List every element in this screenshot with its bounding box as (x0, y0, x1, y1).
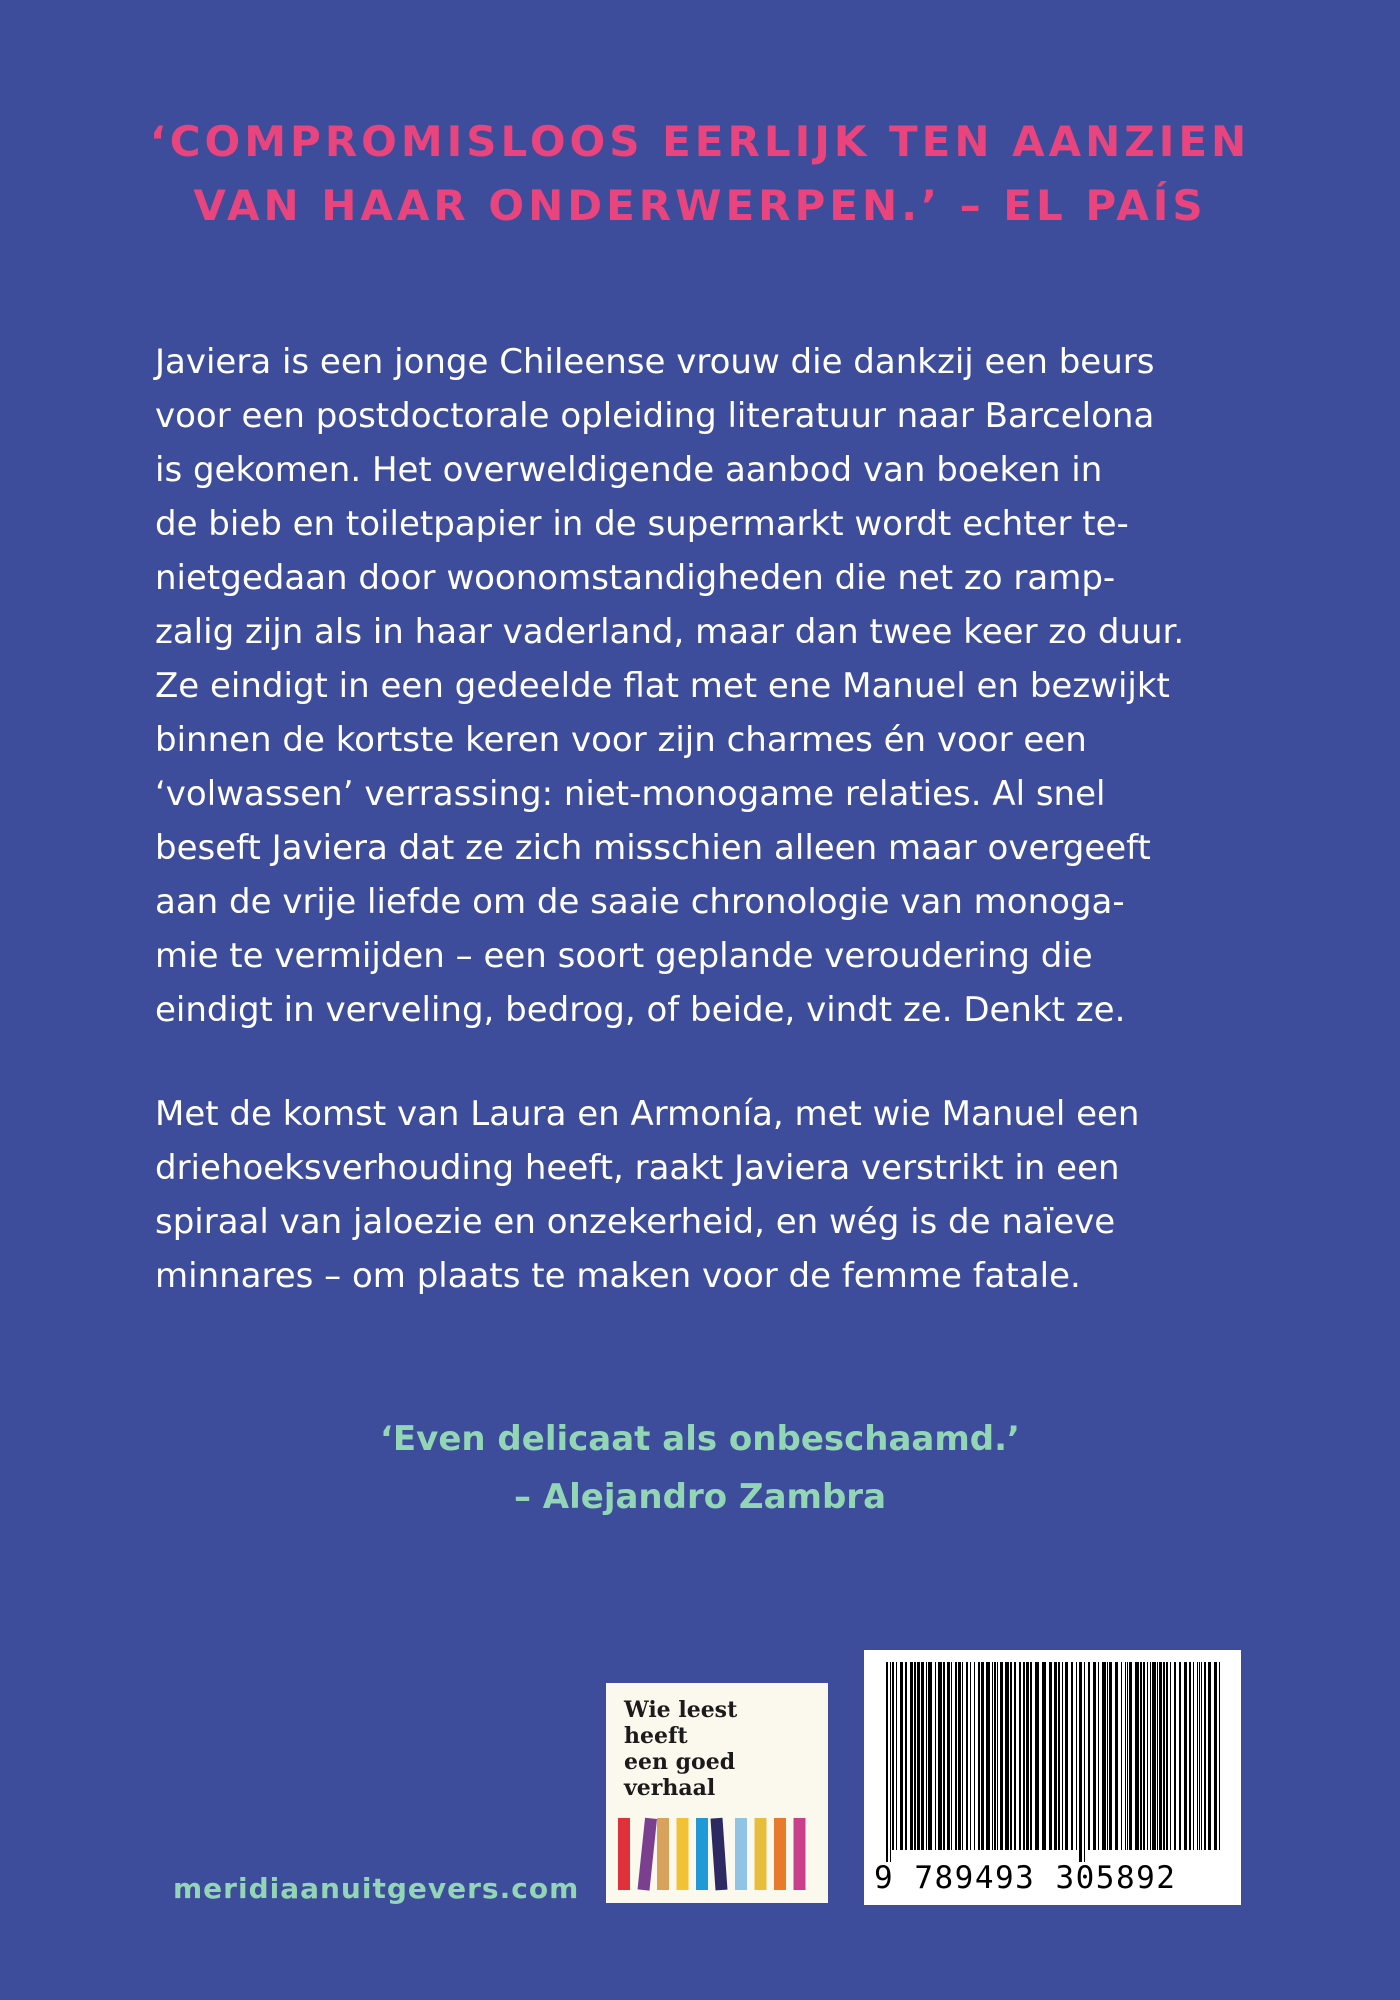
isbn-number: 9 789493 305892 (874, 1860, 1177, 1896)
barcode-bar (917, 1662, 920, 1850)
barcode-bar (1071, 1662, 1073, 1850)
book-spine (657, 1818, 669, 1890)
blurb-line: Javiera is een jonge Chileense vrouw die dankzij een beurs (155, 342, 1155, 382)
book-spine (710, 1818, 727, 1891)
barcode-bar (1214, 1662, 1217, 1850)
blurb-line: aan de vrije liefde om de saaie chronologie van monoga- (155, 882, 1125, 922)
badge-slogan-line: een goed (624, 1749, 736, 1775)
blurb-line: driehoeksverhouding heeft, raakt Javiera verstrikt in een (155, 1148, 1120, 1188)
blurb-line: Ze eindigt in een gedeelde flat met ene Manuel en bezwijkt (155, 666, 1170, 706)
blurb-line: ‘volwassen’ verrassing: niet-monogame relaties. Al snel (155, 774, 1106, 814)
book-spine (677, 1818, 689, 1890)
blurb-paragraph-1 (155, 335, 1265, 1037)
blurb-line: is gekomen. Het overweldigende aanbod van boeken in (155, 450, 1103, 490)
barcode-bar (1197, 1662, 1198, 1850)
blurb-line: beseft Javiera dat ze zich misschien alleen maar overgeeft (155, 828, 1151, 868)
barcode-bar (943, 1662, 945, 1850)
barcode-bar (992, 1662, 993, 1850)
blurb-line: zalig zijn als in haar vaderland, maar dan twee keer zo duur. (155, 612, 1185, 652)
barcode-bar (926, 1662, 927, 1850)
top-quote-line-2: VAN HAAR ONDERWERPEN.’ – EL PAÍS (193, 181, 1207, 230)
barcode-bar (1159, 1662, 1162, 1850)
top-quote-line-1: ‘COMPROMISLOOS EERLIJK TEN AANZIEN (149, 117, 1251, 166)
barcode-bar (1010, 1662, 1012, 1850)
barcode-bar (1058, 1662, 1060, 1850)
barcode-bar (1204, 1662, 1206, 1850)
blurb-line: Met de komst van Laura en Armonía, met wie Manuel een (155, 1094, 1140, 1134)
blurb-line: minnares – om plaats te maken voor de femme fatale. (155, 1256, 1081, 1296)
barcode-bar (1125, 1662, 1126, 1850)
barcode-bar (1102, 1662, 1106, 1850)
barcode-bar (1065, 1662, 1068, 1850)
blurb-line: spiraal van jaloezie en onzekerheid, en wég is de naïeve (155, 1202, 1116, 1242)
bottom-quote-line-1: ‘Even delicaat als onbeschaamd.’ (380, 1419, 1020, 1459)
blurb-line: voor een postdoctorale opleiding literatuur naar Barcelona (155, 396, 1155, 436)
barcode-bar (1076, 1662, 1077, 1850)
barcode-bar (1150, 1662, 1151, 1850)
barcode-bar (1026, 1662, 1029, 1850)
barcode-bar (962, 1662, 963, 1850)
barcode-bar (935, 1662, 936, 1850)
badge-slogan-line: Wie leest (624, 1697, 738, 1723)
barcode-bar (1189, 1662, 1191, 1850)
blurb-line: mie te vermijden – een soort geplande veroudering die (155, 936, 1093, 976)
barcode-bar (1193, 1662, 1194, 1850)
barcode-bar (981, 1662, 984, 1850)
book-spine (794, 1818, 806, 1890)
barcode-bar (1127, 1662, 1128, 1850)
barcode-bar (1163, 1662, 1165, 1850)
barcode-bar (1184, 1662, 1187, 1850)
barcode-bar (921, 1662, 924, 1850)
barcode-bar (1098, 1662, 1099, 1850)
barcode-bar (1019, 1662, 1021, 1850)
book-spine (735, 1818, 747, 1890)
bottom-quote-attribution: – Alejandro Zambra (513, 1477, 887, 1517)
blurb-line: binnen de kortste keren voor zijn charmes én voor een (155, 720, 1087, 760)
isbn-barcode (864, 1650, 1241, 1905)
barcode-bar (1035, 1662, 1039, 1850)
barcode-bar (966, 1662, 968, 1850)
barcode-bar (1129, 1662, 1132, 1850)
reading-campaign-badge (606, 1683, 828, 1903)
book-spine (755, 1818, 767, 1890)
badge-slogan-line: heeft (624, 1723, 688, 1749)
barcode-bar (896, 1662, 897, 1850)
barcode-bar (1140, 1662, 1142, 1850)
barcode-bar (1143, 1662, 1145, 1850)
barcode-bar (1109, 1662, 1112, 1850)
barcode-bar (970, 1662, 971, 1850)
barcode-bar (886, 1662, 888, 1862)
barcode-bar (1014, 1662, 1016, 1850)
blurb-line: eindigt in verveling, bedrog, of beide, vindt ze. Denkt ze. (155, 990, 1126, 1030)
barcode-bar (958, 1662, 961, 1850)
barcode-bar (1000, 1662, 1003, 1850)
barcode-bar (997, 1662, 998, 1850)
book-spine (696, 1818, 708, 1890)
bottom-quote (0, 1410, 1400, 1526)
barcode-bar (905, 1662, 907, 1850)
blurb-line: nietgedaan door woonomstandigheden die net zo ramp- (155, 558, 1116, 598)
barcode-bar (890, 1662, 891, 1862)
book-spine (638, 1818, 657, 1891)
blurb-paragraph-2 (155, 1087, 1265, 1303)
barcode-bar (1179, 1662, 1181, 1850)
barcode-bar (955, 1662, 957, 1850)
barcode-bar (1208, 1662, 1211, 1850)
barcode-bar (978, 1662, 980, 1850)
barcode-bar (1157, 1662, 1158, 1850)
barcode-bar (1023, 1662, 1025, 1850)
barcode-bar (1170, 1662, 1171, 1850)
barcode-bar (1088, 1662, 1090, 1850)
barcode-bar (1079, 1662, 1082, 1862)
books-icon (606, 1683, 828, 1903)
publisher-website-link[interactable]: meridiaanuitgevers.com (173, 1872, 580, 1905)
barcode-bar (951, 1662, 952, 1850)
barcode-bar (947, 1662, 950, 1850)
barcode-bar (1107, 1662, 1108, 1850)
barcode-bar (914, 1662, 916, 1850)
barcode-bar (1121, 1662, 1122, 1850)
barcode-bar (1201, 1662, 1202, 1850)
barcode-bar (1199, 1662, 1200, 1850)
barcode-bar (1174, 1662, 1176, 1850)
barcode-bar (1135, 1662, 1139, 1850)
barcode-bar (1084, 1662, 1085, 1862)
barcode-bar (1005, 1662, 1009, 1850)
blurb-line: de bieb en toiletpapier in de supermarkt wordt echter te- (155, 504, 1129, 544)
barcode-bar (974, 1662, 975, 1850)
barcode-bar (1054, 1662, 1057, 1850)
book-spine (774, 1818, 786, 1890)
badge-slogan-line: verhaal (624, 1775, 716, 1801)
barcode-bar (900, 1662, 903, 1850)
book-spine (618, 1818, 630, 1890)
barcode-bar (986, 1662, 990, 1850)
barcode-bar (1115, 1662, 1118, 1850)
barcode-bar (910, 1662, 913, 1850)
barcode-bar (1049, 1662, 1052, 1850)
barcode-bar (1042, 1662, 1046, 1850)
barcode-bar (928, 1662, 932, 1850)
barcode-bar (1152, 1662, 1156, 1850)
barcode-bar (1219, 1662, 1220, 1850)
barcode-bar (938, 1662, 942, 1850)
barcode-bar (892, 1662, 894, 1850)
barcode-bar (1166, 1662, 1168, 1850)
barcode-bar (994, 1662, 996, 1850)
barcode-bar (1147, 1662, 1148, 1850)
top-quote (0, 110, 1400, 238)
barcode-bar (1030, 1662, 1032, 1850)
barcode-bar (1062, 1662, 1063, 1850)
barcode-bar (1093, 1662, 1096, 1850)
